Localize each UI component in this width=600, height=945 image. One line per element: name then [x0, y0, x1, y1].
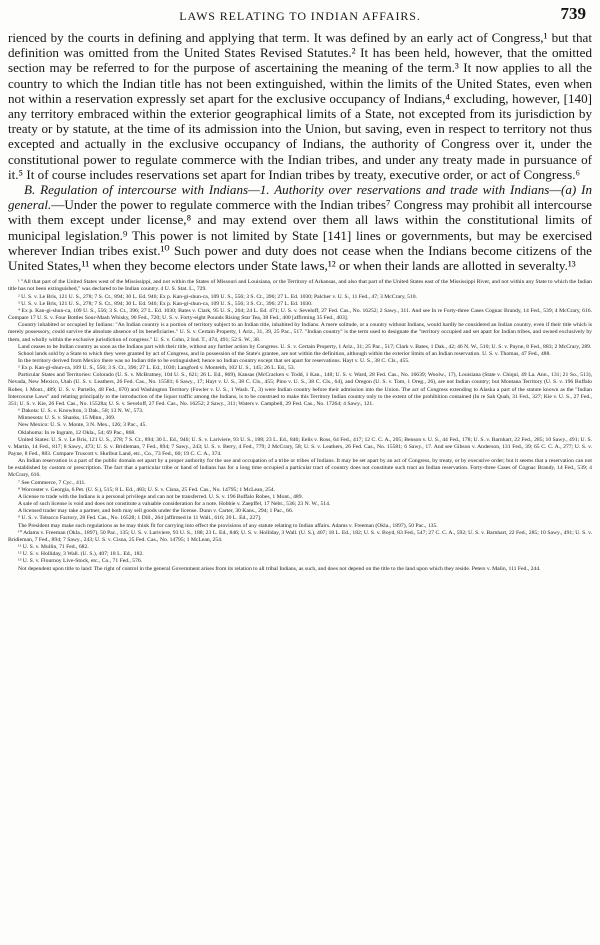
footnote: ¹³ U. S. v. Flournoy Live-Stock, etc., Co., 71 Fed., 576.	[18, 558, 143, 565]
footnote: ³ U. S. v. Le Bris, 121 U. S., 278; 7 S. Ct., 894; 30 L. Ed. 946; Ex p. Kan-gi-shun-ca, 109 U. S., 556; 3 S. Ct., 396; 27 L. Ed. 1030.	[18, 300, 313, 307]
footnote: In the territory derived from Mexico there was no Indian title to be extinguished; hence no Indian country except that set apart for reservations. Hayt v. U. S., 38 C. Cls., 455.	[18, 357, 410, 364]
footnote: ⁶ Dakota: U. S. v. Knowlton, 3 Dak., 58; 13 N. W., 573.	[18, 408, 144, 415]
footnote: A sale of such license is void and does not constitute a valuable consideration for a note. Hobbie v. Zaepffel, 17 Nebr., 536; 23 N. W., 514.	[18, 501, 331, 508]
footnote: School lands sold by a State to which they were granted by act of Congress, and in possession of the State's grantee, are not within the definition, although within the exterior limits of an Indian reservation. U. S. v. Thomas, 47 Fed., 488.	[18, 350, 551, 357]
footnote: ¹ "All that part of the United States west of the Mississippi, and not within the States of Missouri and Louisiana, or the Territory of Arkansas, and also that part of the United States east of the Mississippi River, and not within any State to which the Indian title has not been extinguished," was declared to be Indian country. 4 U. S. Stat. L., 729.	[8, 279, 592, 293]
footnote: ¹⁰ Adams v. Freeman (Okla., 1897), 50 Pac., 135; U. S. v. Lariviere, 93 U. S., 188; 23 L. Ed., 846; U. S. v. Holliday, 3 Wall. (U. S.), 407; 18 L. Ed., 182; U. S. v. Boyd, 83 Fed., 547; 27 C. C. A., 592; U. S. v. Barnhart, 22 Fed., 285; 10 Sawy., 491; U. S. v. Bridleman, 7 Fed., 894; 7 Sawy., 243; U. S. v. Cisna, 25 Fed. Cas., No. 14795; 1 McLean, 254.	[8, 529, 592, 543]
footnote: Particular States and Territories: Colorado (U. S. v. McBratney, 104 U. S., 621; 26 L. Ed., 869), Kansas (McCracken v. Todd, 1 Kan., 148; U. S. v. Ward, 28 Fed. Cas., No. 16639; Woolw., 17), Louisiana (State v. Chiqui, 49 La. Ann., 131; 21 So., 513), Nevada, New Mexico, Utah (U. S. v. Leathers, 26 Fed. Cas., No. 15581; 6 Sawy., 17; Hayt v. U. S., 38 C. Cls., 455; Pino v. U. S., 38 C. Cls., 64), and Oregon (U. S. v. Tom, 1 Oreg., 26), are not Indian country; but Montana Territory (U. S. v. 196 Buffalo Robes, 1 Mont., 489; U. S. v. Partello, 48 Fed., 670) and Washington Territory (Fowler v. U. S., 1 Wash. T., 3) were Indian country before their admission into the Union. The act of Congress extending to Alaska a part of the statute known as the "Indian Intercourse Laws" and relating principally to the introduction of the liquor traffic among the Indians, is to be construed to make this Territory Indian country only to the extent of the prohibition contained (In re Sah Quah, 31 Fed., 327; Kie v. U. S., 27 Fed., 351; U. S. v. Kie, 26 Fed. Cas., No. 15528a; U. S. v. Seveloff, 27 Fed. Cas., No. 16252; 2 Sawy., 311; Waters v. Campbell, 29 Fed. Cas., No. 17264; 4 Sawy., 121.	[8, 372, 592, 407]
footnote: New Mexico: U. S. v. Monte, 3 N. Mex., 126; 3 Pac., 45.	[18, 422, 147, 429]
footnote: ¹² U. S. v. Holliday, 3 Wall. (U. S.), 407; 18 L. Ed., 182.	[18, 551, 144, 558]
body-paragraph: rienced by the courts in defining and applying that term. It was defined by an early act of Congress,¹ but that definition was omitted from the United States Revised Statutes.² It has been held, however, that the omitted section may be referred to for the purpose of ascertaining the meaning of the term.³ It now applies to all the country to which the Indian title has not been extinguished, within the limits of the United States, even when not within a reservation expressly set apart for the exclusive occupancy of Indians,⁴ excluding, however, [140] any territory embraced within the exterior geographical limits of a State, not excepted from its jurisdiction by treaty or by statute, at the time of its admission into the Union, but saving, even in respect to territory not thus excepted and actually in the exclusive occupancy of Indians, the authority of Congress over it, under the constitutional power to regulate commerce with the Indian tribes, and under any treaty made in pursuance of it.⁵ It of course includes reservations set apart for Indian tribes by treaty, executive order, or act of Congress.⁶	[8, 30, 592, 182]
footnote: Minnesota: U. S. v. Shanks, 15 Minn., 369.	[18, 415, 116, 422]
running-title: LAWS RELATING TO INDIAN AFFAIRS.	[179, 9, 421, 23]
footnote: United States: U. S. v. Le Bris, 121 U. S., 278; 7 S. Ct., 894; 30 L. Ed., 946; U. S. v. Lariviere, 93 U. S., 188; 23 L. Ed., 846; Eells v. Ross, 64 Fed., 417; 12 C. C. A., 205; Benson v. U. S., 44 Fed., 178; U. S. v. Barnhart, 22 Fed., 285; 10 Sawy., 491; U. S. v. Martin, 14 Fed., 817; 8 Sawy., 473; U. S. v. Bridleman, 7 Fed., 894; 7 Sawy., 243; U. S. v. Berry, 4 Fed., 779; 2 McCrary, 58; U. S. v. Leathers, 26 Fed. Cas., No. 15581; 6 Sawy., 17. And see Gibson v. Anderson, 131 Fed., 39; 65 C. C. A., 277; U. S. v. Payne, 8 Fed., 883. Compare Truscott v. Hurlbut Land, etc., Co., 73 Fed., 60; 19 C. C. A., 374.	[8, 436, 592, 457]
running-header	[8, 4, 592, 30]
body-paragraph-section-b	[8, 182, 592, 273]
footnote: An Indian reservation is a part of the public domain set apart by a proper authority for the use and occupation of a tribe or tribes of Indians. It may be set apart by an act of Congress, by treaty, or by executive order; but it seems that a reservation can not be established by custom or prescription. The fact that a particular tribe or band of Indians has for a long time occupied a particular tract of country does not constitute such tract an Indian reservation. Forty-three Cases of Cognac Brandy, 14 Fed., 539; 4 McCrary, 616.	[8, 458, 592, 479]
page-number: 739	[560, 4, 586, 23]
footnote: A license to trade with the Indians is a personal privilege and can not be transferred. U. S. v. 196 Buffalo Robes, 1 Mont., 489.	[18, 493, 303, 500]
footnote: ⁷ See Commerce, 7 Cyc., 411.	[18, 479, 86, 486]
footnote: ² U. S. v. Le Bris, 121 U. S., 278; 7 S. Ct., 894; 30 L. Ed. 946; Ex p. Kan-gi-shun-ca, 109 U. S., 556; 3 S. Ct., 396; 27 L. Ed. 1030; Palcher v. U. S., 11 Fed., 47; 3 McCrary, 510.	[18, 293, 417, 300]
footnote: Country inhabited or occupied by Indians: "An Indian country is a portion of territory subject to an Indian title, inhabited by Indians. A mere solitude, or a country without Indians, would hardly be considered an Indian country, even if their title which is merely possessory, could survive the absolute absence of its beneficiaries." U. S. v. Certain Property, 1 Ariz., 31, 39, 25 Pac., 517. "Indian country" is the term used to designate the "territory occupied and set apart for Indian tribes, and owned exclusively by them, and wholly within the exclusive jurisdiction of congress." U. S. v. Cohn, 2 Ind. T., 474, 491; 52 S. W., 38.	[8, 322, 592, 343]
footnote: Not dependent upon title to land: The right of control in the general Government arises from its relation to all tribal Indians, as such, and does not depend on the title to the land upon which they reside. Peters v. Malin, 111 Fed., 244.	[18, 565, 541, 572]
footnote: A licensed trader may take a partner, and both may sell goods under the license. Dunn v. Carter, 30 Kans., 294; 1 Pac., 66.	[18, 508, 294, 515]
section-text: —Under the power to regulate commerce with the Indian tribes⁷ Congress may prohibit all intercourse with them except under license,⁸ and may extend over them all laws within the constitutional limits of municipal legislation.⁹ This power is not limited by State [141] lines or governments, but may be exercised wherever Indian tribes exist.¹⁰ Such power and duty does not cease when the Indians become citizens of the United States,¹¹ when they become electors under State laws,¹² or when their lands are allotted in severalty.¹³	[8, 197, 592, 274]
footnotes	[8, 279, 592, 572]
footnote: The President may make such regulations as he may think fit for carrying into effect the provisions of any statute relating to Indian affairs. Adams v. Freeman (Okla., 1897), 50 Pac., 135.	[18, 522, 438, 529]
section-heading: B. Regulation of intercourse with Indians—1. Authority over reservations and trade with Indians—(a) In general.	[8, 182, 592, 213]
footnote: ⁹ U. S. v. Tobacco Factory, 28 Fed. Cas., No. 16528; 1 Dill., 264 [affirmed in 11 Wall., 616; 20 L. Ed., 227].	[18, 515, 262, 522]
footnote: ⁸ Worcester v. Georgia, 6 Pet. (U. S.), 515; 8 L. Ed., 483; U. S. v. Cisna, 25 Fed. Cas., No. 14795; 1 McLean, 254.	[18, 486, 276, 493]
footnote: ⁵ Ex p. Kan-gi-shun-ca, 109 U. S., 556; 3 S. Ct., 396; 27 L. Ed., 1030; Langford v. Monteith, 102 U. S., 145; 26 L. Ed., 53.	[18, 365, 296, 372]
footnote: Oklahoma: In re Ingram, 12 Okla., 54; 69 Pac., 868.	[18, 429, 136, 436]
footnote: Land ceases to be Indian country as soon as the Indians part with their title, without any further action by Congress. U. S. v. Certain Property, 1 Ariz., 31; 25 Pac., 517; Clark v. Bates, 1 Dak., 42; 46 N. W., 510; U. S. v. Payne, 8 Fed., 883; 2 McCrary, 289.	[18, 343, 592, 350]
footnote: ¹¹ U. S. v. Mullin, 71 Fed., 682.	[18, 544, 89, 551]
main-text	[8, 30, 592, 273]
footnote: ⁴ Ex p. Kan-gi-shun-ca, 109 U. S., 556; 3 S. Ct., 396; 27 L. Ed. 1030; Bates v. Clark, 95 U. S., 204; 24 L. Ed. 471; U. S. v. Seveloff, 27 Fed. Cas., No. 16252; 2 Sawy., 311. And see In re Forty-three Cases Cognac Brandy, 14 Fed., 539; 4 McCrary, 616. Compare 17 U. S. v. Four Bottles Sour-Mash Whisky, 90 Fed., 720; U. S. v. Forty-eight Pounds Rising Star Tea, 38 Fed., 400 [affirming 35 Fed., 403].	[8, 307, 592, 322]
